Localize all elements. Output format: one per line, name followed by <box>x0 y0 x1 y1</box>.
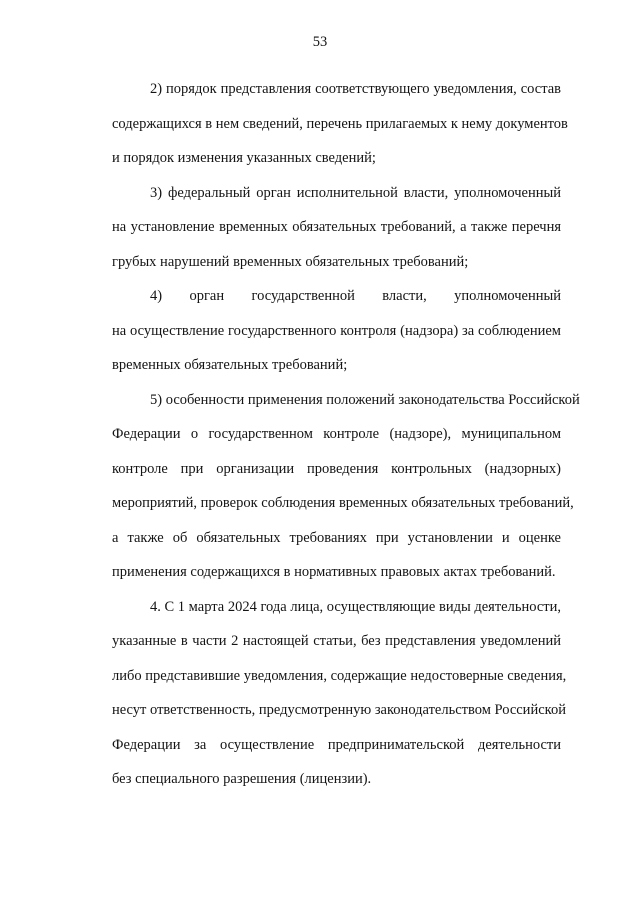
text-line: на осуществление государственного контроля (надзора) за соблюдением <box>112 322 561 339</box>
text-line: 4) орган государственной власти, уполномоченный <box>150 288 561 304</box>
text-line: 2) порядок представления соответствующего уведомления, состав <box>150 81 561 97</box>
paragraph-section-4 <box>74 590 567 797</box>
text-line: и порядок изменения указанных сведений; <box>112 150 376 166</box>
text-line: временных обязательных требований; <box>112 357 348 373</box>
text-line: либо представившие уведомления, содержащие недостоверные сведения, <box>112 667 567 684</box>
text-line: указанные в части 2 настоящей статьи, без представления уведомлений <box>112 633 561 649</box>
text-line: а также об обязательных требованиях при установлении и оценке <box>112 529 561 546</box>
paragraph-item-5 <box>74 383 580 590</box>
text-line: 4. С 1 марта 2024 года лица, осуществляющие виды деятельности, <box>150 598 561 615</box>
document-body <box>74 72 580 797</box>
text-line: Федерации о государственном контроле (надзоре), муниципальном <box>112 426 561 442</box>
text-line: грубых нарушений временных обязательных требований; <box>112 253 469 270</box>
text-line: 3) федеральный орган исполнительной власти, уполномоченный <box>150 184 561 201</box>
text-line: Федерации за осуществление предпринимательской деятельности <box>112 736 561 753</box>
text-line: контроле при организации проведения контрольных (надзорных) <box>112 460 561 477</box>
text-line: несут ответственность, предусмотренную законодательством Российской <box>112 702 566 718</box>
text-line: без специального разрешения (лицензии). <box>112 771 372 787</box>
text-line: мероприятий, проверок соблюдения временных обязательных требований, <box>112 495 574 511</box>
text-line: на установление временных обязательных требований, а также перечня <box>112 219 561 235</box>
paragraph-item-2 <box>74 72 568 176</box>
paragraph-item-4 <box>74 279 561 383</box>
text-line: 5) особенности применения положений законодательства Российской <box>150 391 580 408</box>
page-number: 53 <box>312 34 328 50</box>
paragraph-item-3 <box>74 176 561 280</box>
text-line: применения содержащихся в нормативных правовых актах требований. <box>112 564 556 580</box>
text-line: содержащихся в нем сведений, перечень прилагаемых к нему документов <box>112 115 568 132</box>
